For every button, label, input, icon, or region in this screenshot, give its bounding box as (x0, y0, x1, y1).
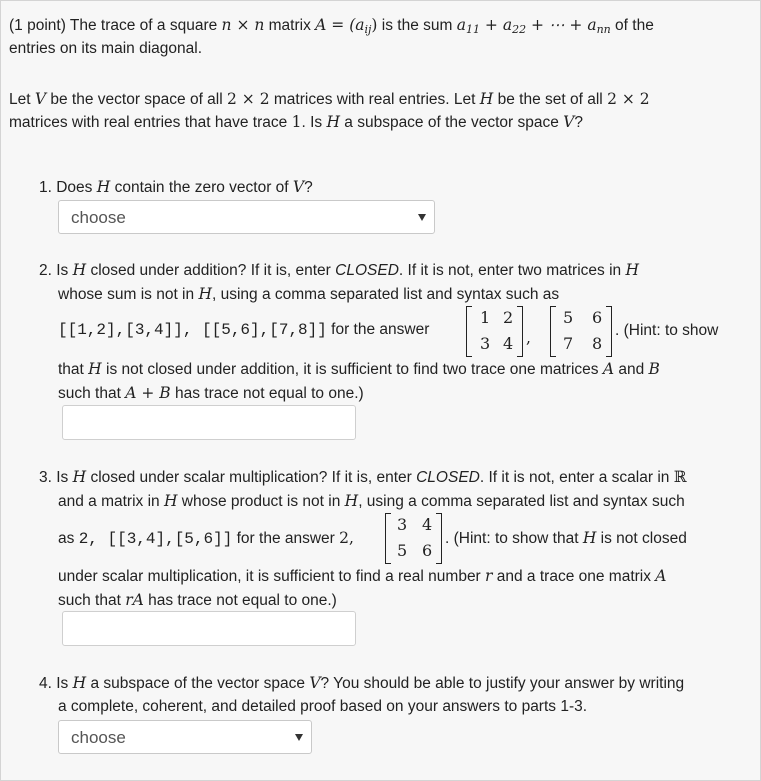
math-subscript-ij: ij (364, 23, 372, 36)
setup-line-1: Let V be the vector space of all 2 × 2 matrices with real entries. Let H be the set of all 2 × 2 (9, 90, 650, 108)
intro-line-1 (9, 15, 654, 40)
chevron-down-icon (418, 214, 426, 221)
syntax-example-code: [[1,2],[3,4]], [[5,6],[7,8]] (58, 321, 327, 339)
question-3-line-2: and a matrix in H whose product is not in H, using a comma separated list and syntax such (58, 492, 685, 510)
question-3-line-5: such that rA has trace not equal to one.) (58, 591, 337, 609)
question-2-line-1: 2. Is H closed under addition? If it is, enter CLOSED. If it is not, enter two matrices in H (39, 261, 639, 279)
question-3-line-3: as 2, [[3,4],[5,6]] for the answer 2, (58, 529, 354, 548)
question-1-select[interactable] (58, 200, 435, 234)
question-4-select[interactable] (58, 720, 312, 754)
intro-line-2: entries on its main diagonal. (9, 40, 203, 57)
example-matrix-2: 5 6 7 8 (550, 306, 612, 357)
question-1-select-value: choose (71, 208, 126, 227)
question-4-select-value: choose (71, 728, 126, 747)
question-4-line-1: 4. Is H a subspace of the vector space V? You should be able to justify your answer by writing (39, 674, 685, 692)
question-2-answer-input[interactable] (62, 405, 356, 440)
matrix-comma: , (526, 329, 531, 347)
question-2-line-5: such that A + B has trace not equal to one.) (58, 384, 364, 402)
math-paren: ) (371, 16, 378, 34)
question-2-line-4: that H is not closed under addition, it is sufficient to find two trace one matrices A and B (58, 360, 660, 378)
example-matrix-3: 3 4 5 6 (385, 513, 442, 564)
question-1-text: 1. Does H contain the zero vector of V? (39, 178, 313, 196)
setup-line-2: matrices with real entries that have trace 1. Is H a subspace of the vector space V? (9, 113, 583, 131)
question-2-line-2: whose sum is not in H, using a comma separated list and syntax such as (58, 285, 560, 303)
intro-text: of the (610, 17, 654, 34)
example-matrix-1: 1 2 3 4 (466, 306, 523, 357)
question-3-answer-input[interactable] (62, 611, 356, 646)
question-3-hint-start: . (Hint: to show that H is not closed (445, 529, 687, 547)
question-2-hint-start: . (Hint: to show (615, 322, 719, 339)
math-A-def: A = (a (315, 16, 365, 34)
question-4-line-2: a complete, coherent, and detailed proof based on your answers to parts 1-3. (58, 698, 588, 715)
intro-text: matrix (264, 17, 316, 34)
intro-text: is the sum (377, 17, 457, 34)
math-trace-sum: $a_{11} + a_{22}$ + ⋯ + $a_{nn}$ (456, 16, 611, 36)
question-3-line-1: 3. Is H closed under scalar multiplication? If it is, enter CLOSED. If it is not, enter a scalar in ℝ (39, 468, 687, 486)
math-n-by-n: n × n (221, 16, 265, 34)
syntax-example-code: 2, [[3,4],[5,6]] (78, 530, 233, 548)
intro-text: (1 point) The trace of a square (9, 17, 222, 34)
question-3-line-4: under scalar multiplication, it is sufficient to find a real number r and a trace one matrix A (58, 567, 667, 585)
question-2-line-3: [[1,2],[3,4]], [[5,6],[7,8]] for the answer (58, 321, 430, 339)
chevron-down-icon (295, 734, 303, 741)
